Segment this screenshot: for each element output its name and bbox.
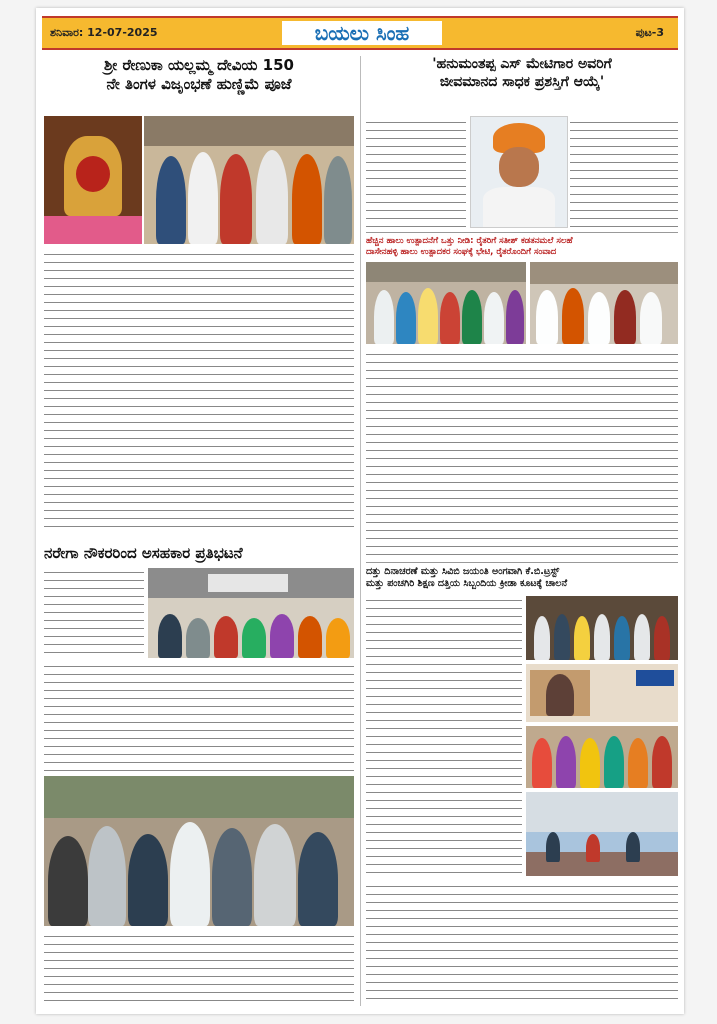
narega-headline: ನರೇಗಾ ನೌಕರರಿಂದ ಅಸಹಕಾರ ಪ್ರತಿಭಟನೆ <box>44 544 243 562</box>
crowd-photo <box>44 776 354 926</box>
masthead <box>42 16 678 50</box>
dattu-headline <box>366 566 678 590</box>
award-body-text-left <box>366 118 466 228</box>
renuka-headline <box>44 56 354 94</box>
milk-headline-line2: ದಾಸೇನಹಳ್ಳಿ ಹಾಲು ಉತ್ಪಾದಕರ ಸಂಘಕ್ಕೆ ಭೇಟಿ, ರೈತರೊಂದಿಗೆ ಸಂವಾದ <box>366 247 557 258</box>
award-portrait <box>470 116 568 228</box>
milk-body-text <box>366 350 678 560</box>
newspaper-title: ಬಯಲು ಸಿಂಹ <box>282 21 442 45</box>
page-number: ಪುಟ-3 <box>635 26 664 39</box>
dattu-photo-ceremony <box>526 596 678 660</box>
renuka-body-text <box>44 250 354 532</box>
dattu-photo-women <box>526 726 678 788</box>
narega-photo-protest <box>148 568 354 658</box>
award-headline <box>366 56 678 91</box>
narega-body-text-bottom <box>44 662 354 772</box>
dattu-body-text-left <box>366 596 522 878</box>
milk-photo-group-right <box>530 262 678 344</box>
dattu-headline-line2: ಮತ್ತು ಪಂಚಗಿರಿ ಶಿಕ್ಷಣ ದತ್ತಿಯ ಸಿಬ್ಬಂದಿಯ ಕ್ರೀಡಾ ಕೂಟಕ್ಕೆ ಚಾಲನೆ <box>366 577 568 589</box>
dattu-photo-speaker <box>526 664 678 722</box>
narega-body-text-top <box>44 568 144 658</box>
dattu-photo-sports <box>526 792 678 876</box>
renuka-headline-line2: ನೇ ತಿಂಗಳ ವಿಜೃಂಭಣೆ ಹುಣ್ಣಿಮೆ ಪೂಜೆ <box>106 74 292 93</box>
renuka-headline-line1: ಶ್ರೀ ರೇಣುಕಾ ಯಲ್ಲಮ್ಮ ದೇವಿಯ 150 <box>104 56 294 74</box>
renuka-photo-deity <box>44 116 142 244</box>
milk-headline <box>366 236 678 258</box>
milk-photo-group-left <box>366 262 526 344</box>
milk-headline-line1: ಹೆಚ್ಚಿನ ಹಾಲು ಉತ್ಪಾದನೆಗೆ ಒತ್ತು ನೀಡಿ: ರೈತರಿಗೆ ಸತೀಶ್ ಕಡತನಮಲೆ ಸಲಹೆ <box>366 236 573 246</box>
award-headline-line1: 'ಹನುಮಂತಪ್ಪ ಎಸ್ ಮೇಟಿಗಾರ ಅವರಿಗೆ <box>432 56 612 72</box>
newspaper-page <box>36 8 684 1014</box>
crowd-caption-text <box>44 932 354 1004</box>
award-headline-line2: ಜೀವಮಾನದ ಸಾಧಕ ಪ್ರಶಸ್ತಿಗೆ ಆಯ್ಕೆ' <box>439 73 605 90</box>
dattu-headline-line1: ದತ್ತು ದಿನಾಚರಣೆ ಮತ್ತು ಸಿವಿಬಿ ಜಯಂತಿ ಅಂಗವಾಗಿ ಕೆ.ಬಿ.ಟ್ರಸ್ಟ್ <box>366 566 560 577</box>
renuka-photo-group <box>144 116 354 244</box>
award-body-text-right <box>570 118 678 228</box>
issue-date: ಶನಿವಾರ: 12-07-2025 <box>50 26 158 39</box>
dattu-body-text-bottom <box>366 882 678 1006</box>
